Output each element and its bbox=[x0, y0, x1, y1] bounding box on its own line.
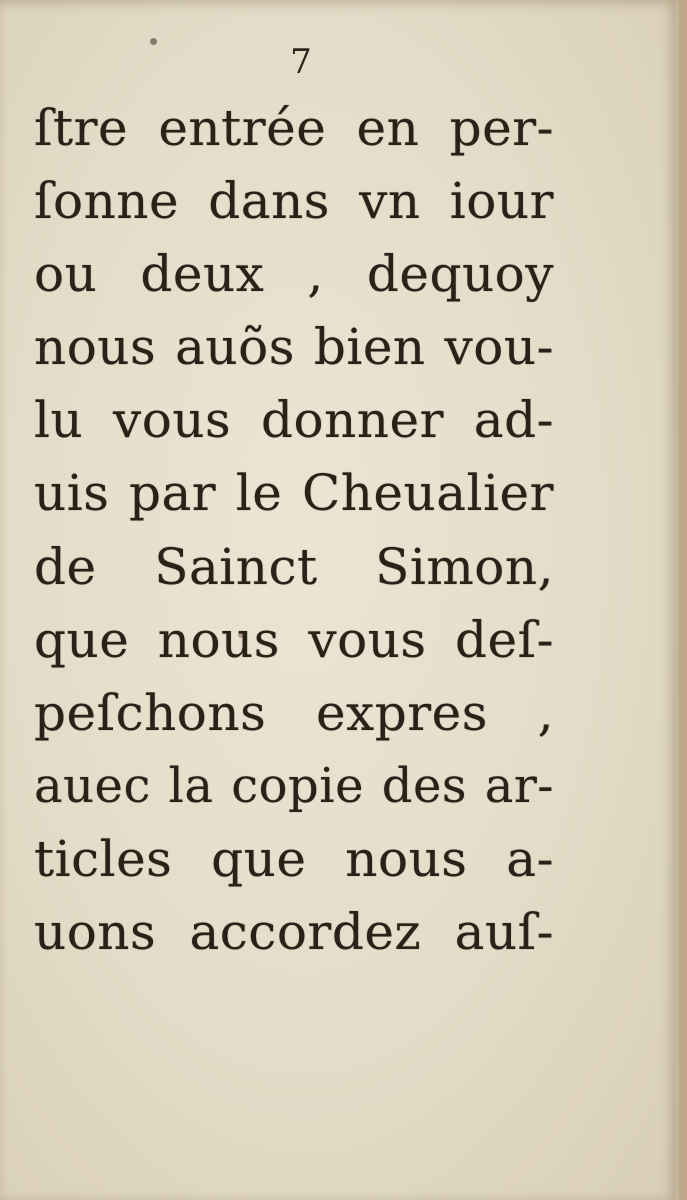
text-line: de Sainct Simon, bbox=[34, 537, 554, 596]
text-line: ou deux , dequoy bbox=[34, 245, 554, 304]
page-number: 7 bbox=[290, 42, 312, 82]
text-line: uis par le Cheualier bbox=[34, 464, 554, 523]
text-line: ſonne dans vn iour bbox=[34, 172, 554, 231]
text-line: que nous vous deſ- bbox=[34, 610, 554, 669]
text-line: ticles que nous a- bbox=[34, 829, 554, 888]
text-line: peſchons expres , bbox=[34, 683, 554, 742]
text-line: auec la copie des ar- bbox=[34, 757, 554, 814]
text-line: nous auõs bien vou- bbox=[34, 318, 554, 377]
page-edge bbox=[676, 0, 687, 1200]
text-line: uons accordez auſ- bbox=[34, 903, 554, 962]
text-line: ſtre entrée en per- bbox=[34, 99, 554, 157]
text-line: lu vous donner ad- bbox=[34, 391, 554, 450]
body-text bbox=[34, 92, 554, 969]
ink-spot bbox=[150, 38, 157, 45]
